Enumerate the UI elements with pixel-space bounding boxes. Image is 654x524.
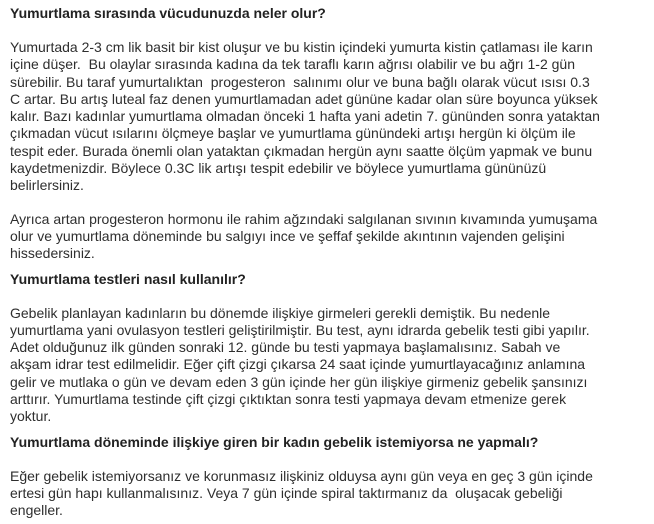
paragraph-line: Gebelik planlayan kadınların bu dönemde ilişkiye girmeleri gerekli demiştik. Bu nedenle [10, 304, 551, 321]
paragraph-line: Yumurtada 2-3 cm lik basit bir kist oluşur ve bu kistin içindeki yumurta kistin çatlaması ile karın [10, 39, 593, 55]
paragraph-line: Ayrıca artan progesteron hormonu ile rahim ağzındaki salgılanan sıvının kıvamında yumuşama [10, 210, 598, 227]
paragraph [10, 211, 644, 263]
paragraph-line: yumurtlama yani ovulasyon testleri geliştirilmiştir. Bu test, aynı idrarda gebelik testi gibi yapılır. [10, 321, 590, 338]
paragraph-line: kalır. Bazı kadınlar yumurtlama olmadan önceki 1 hafta yani adetin 7. gününden sonra yataktan [10, 108, 600, 125]
paragraph-line: ertesi gün hapı kullanmalısınız. Veya 7 gün içinde spiral taktırmanız da oluşacak gebeliği [10, 484, 563, 501]
paragraph-line: engeller. [10, 502, 63, 519]
paragraph-line: olur ve yumurtlama döneminde bu salgıyı ince ve şeffaf şekilde akıntının vajenden gelişini [10, 227, 565, 244]
section-heading: Yumurtlama döneminde ilişkiye giren bir kadın gebelik istemiyorsa ne yapmalı? [10, 433, 539, 450]
paragraph [10, 468, 644, 520]
article [10, 0, 644, 520]
paragraph-line: içine düşer. Bu olaylar sırasında kadına da tek taraflı karın ağrısı olabilir ve bu ağrı 1-2 gün [10, 56, 575, 73]
paragraph-line: arttırır. Yumurtlama testinde çift çizgi çıktıktan sonra testi yapmaya devam etmenize gerek [10, 391, 567, 408]
paragraph-line: hissedersiniz. [10, 245, 95, 262]
paragraph-line: gelir ve mutlaka o gün ve devam eden 3 gün içinde her gün ilişkiye girmeniz gebelik şansınızı [10, 373, 588, 390]
paragraph-line: Adet olduğunuz ilk günden sonraki 12. günde bu testi yapmaya başlamalısınız. Sabah ve [10, 339, 561, 356]
paragraph-line: kaydetmenizdir. Böylece 0.3C lik artışı tespit edebilir ve böylece yumurtlama gününüzü [10, 160, 547, 177]
paragraph-line: yoktur. [10, 408, 52, 425]
section-heading: Yumurtlama sırasında vücudunuzda neler olur? [10, 5, 326, 21]
paragraph-line: Eğer gebelik istemiyorsanız ve korunmasız ilişkiniz olduysa aynı gün veya en geç 3 gün içinde [10, 467, 593, 484]
paragraph [10, 39, 644, 195]
paragraph-line: tespit eder. Burada önemli olan yataktan çıkmadan hergün aynı saatte ölçüm yapmak ve bunu [10, 142, 593, 159]
section-heading: Yumurtlama testleri nasıl kullanılır? [10, 270, 246, 287]
paragraph-line: çıkmadan vücut ısılarını ölçmeye başlar ve yumurtlama günündeki artışı hergün ki ölçüm ile [10, 125, 576, 142]
paragraph-line: C artar. Bu artış luteal faz denen yumurtlamadan adet gününe kadar olan süre boyunca yüksek [10, 90, 598, 107]
paragraph [10, 305, 644, 426]
paragraph-line: sürebilir. Bu taraf yumurtalıktan progesteron salınımı olur ve buna bağlı olarak vücut ısısı 0.3 [10, 73, 590, 90]
paragraph-line: akşam idrar test edilmelidir. Eğer çift çizgi çıkarsa 24 saat içinde yumurtlayacağınız anlamına [10, 356, 586, 373]
paragraph-line: belirlersiniz. [10, 177, 84, 194]
